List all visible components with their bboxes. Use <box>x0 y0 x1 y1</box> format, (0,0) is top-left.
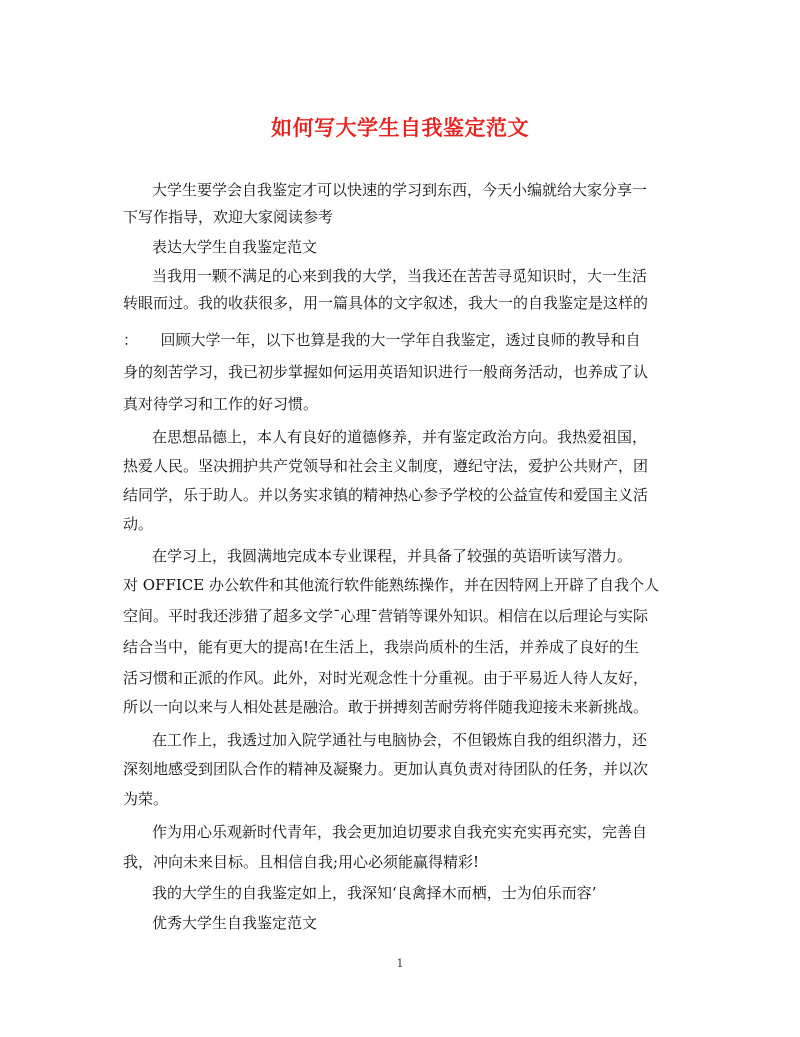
body-line: 在思想品德上，本人有良好的道德修养，并有鉴定政治方向。我热爱祖国， <box>152 428 648 446</box>
body-line: 下写作指导，欢迎大家阅读参考 <box>123 208 334 226</box>
body-line: 为荣。 <box>123 790 169 808</box>
body-line: 动。 <box>123 515 154 533</box>
body-line: 真对待学习和工作的好习惯。 <box>123 395 319 413</box>
body-line: 所以一向以来与人相处甚是融洽。敢于拼搏刻苦耐劳将伴随我迎接未来新挑战。 <box>123 698 649 716</box>
body-line: 大学生要学会自我鉴定才可以快速的学习到东西，今天小编就给大家分享一 <box>152 181 648 199</box>
page-number: 1 <box>396 957 404 970</box>
body-line: 深刻地感受到团队合作的精神及凝聚力。更加认真负责对待团队的任务，并以次 <box>123 760 649 778</box>
body-line: 当我用一颗不满足的心来到我的大学，当我还在苦苦寻觅知识时，大一生活 <box>152 267 648 285</box>
body-line: 作为用心乐观新时代青年，我会更加迫切要求自我充实充实再充实，完善自 <box>152 823 648 841</box>
body-line: 转眼而过。我的收获很多，用一篇具体的文字叙述，我大一的自我鉴定是这样的 <box>123 294 649 312</box>
body-line: ： 回顾大学一年，以下也算是我的大一学年自我鉴定，透过良师的教导和自 <box>123 331 641 349</box>
body-line: 结合当中，能有更大的提高!在生活上，我崇尚质朴的生活，并养成了良好的生 <box>123 638 640 656</box>
body-line: 优秀大学生自我鉴定范文 <box>152 914 318 932</box>
body-line: 对 OFFICE 办公软件和其他流行软件能熟练操作，并在因特网上开辟了自我个人 <box>123 576 660 594</box>
body-line: 热爱人民。坚决拥护共产党领导和社会主义制度，遵纪守法，爱护公共财产，团 <box>123 457 649 475</box>
body-line: 我，冲向未来目标。且相信自我;用心必须能赢得精彩! <box>123 853 480 871</box>
body-line: 在学习上，我圆满地完成本专业课程，并具备了较强的英语听读写潜力。 <box>152 547 633 565</box>
body-line: 在工作上，我透过加入院学通社与电脑协会，不但锻炼自我的组织潜力，还 <box>152 731 648 749</box>
body-line: 空间。平时我还涉猎了超多文学ˉ心理ˉ营销等课外知识。相信在以后理论与实际 <box>123 607 649 625</box>
body-line: 表达大学生自我鉴定范文 <box>152 238 318 256</box>
body-line: 我的大学生的自我鉴定如上，我深知‘良禽择木而栖，士为伯乐而容’ <box>152 884 597 902</box>
body-line: 活习惯和正派的作风。此外，对时光观念性十分重视。由于平易近人待人友好， <box>123 669 649 687</box>
body-line: 身的刻苦学习，我已初步掌握如何运用英语知识进行一般商务活动，也养成了认 <box>123 363 649 381</box>
body-line: 结同学，乐于助人。并以务实求镇的精神热心参予学校的公益宣传和爱国主义活 <box>123 486 649 504</box>
document-title: 如何写大学生自我鉴定范文 <box>271 115 529 140</box>
